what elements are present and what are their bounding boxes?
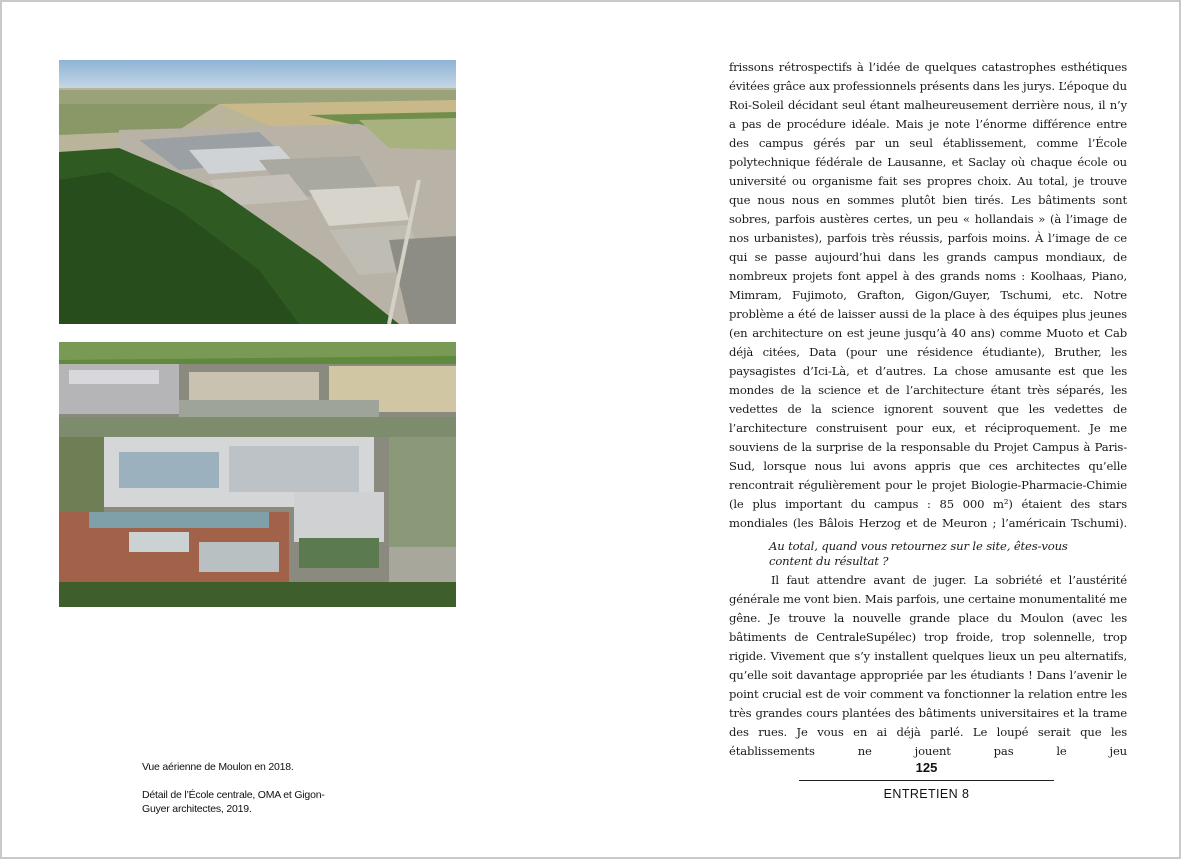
body-text bbox=[729, 58, 1127, 761]
aerial-photo-ecole-centrale bbox=[59, 342, 456, 607]
caption-2: Détail de l’École centrale, OMA et Gigon-Guyer architectes, 2019. bbox=[142, 789, 325, 815]
page-folio bbox=[799, 759, 1054, 802]
aerial-photo-moulon-2018 bbox=[59, 60, 456, 324]
photo-captions bbox=[142, 760, 332, 830]
section-title: ENTRETIEN 8 bbox=[883, 787, 970, 801]
aerial-photo-illustration bbox=[59, 342, 456, 607]
aerial-photo-illustration bbox=[59, 60, 456, 324]
caption-1: Vue aérienne de Moulon en 2018. bbox=[142, 761, 294, 773]
interview-question: Au total, quand vous retournez sur le site, êtes-vous content du résultat ? bbox=[769, 539, 1068, 568]
page-number: 125 bbox=[915, 760, 938, 775]
divider bbox=[799, 780, 1054, 781]
paragraph: frissons rétrospectifs à l’idée de quelques catastrophes esthétiques évitées grâce aux professionnels présents dans les jurys. L’époque du Roi-Soleil décidant seul étant malheureusement derrière nous, il n’y a pas de procédure idéale. Mais je note l’énorme différence entre des campus gérés par un seul établissement, comme l’École polytechnique fédérale de Lausanne, et Saclay où chaque école ou université ou organisme fait ses propres choix. Au total, je trouve que nous nous en sommes plutôt bien tirés. Les bâtiments sont sobres, parfois austères certes, un peu « hollandais » (à l’image de nos urbanistes), parfois très réussis, parfois moins. À l’image de ce qui se passe aujourd’hui dans les grands campus mondiaux, de nombreux projets font appel à des grands noms : Koolhaas, Piano, Mimram, Fujimoto, Grafton, Gigon/Guyer, Tschumi, etc. Notre problème a été de laisser aussi de la place à des équipes plus jeunes (en architecture on est jeune jusqu’à 40 ans) comme Muoto et Cab déjà citées, Data (pour une résidence étudiante), Bruther, les paysagistes d’Ici-Là, et d’autres. La chose amusante est que les mondes de la science et de l’architecture étant très séparés, les vedettes de la science ignorent souvent que les vedettes de l’architecture construisent pour eux, et réciproquement. Je me souviens de la surprise de la responsable du Projet Campus à Paris-Sud, lorsque nous lui avons appris que ces architectes qu’elle rencontrait régulièrement pour le projet Biologie-Pharmacie-Chimie (le plus important du campus : 85 000 m²) étaient des stars mondiales (les Bâlois Herzog et de Meuron ; l’américain Tschumi). bbox=[729, 60, 1127, 530]
paragraph: Il faut attendre avant de juger. La sobriété et l’austérité générale me vont bien. Mais parfois, une certaine monumentalité me gêne. Je trouve la nouvelle grande place du Moulon (avec les bâtiments de CentraleSupélec) trop froide, trop solennelle, trop rigide. Vivement que s’y installent quelques lieux un peu alternatifs, qu’elle soit davantage appropriée par les étudiants ! Dans l’avenir le point crucial est de voir comment va fonctionner la relation entre les très grandes cours plantées des bâtiments universitaires et la trame des rues. Je vous en ai déjà parlé. Le loupé serait que les établissements ne jouent pas le jeu bbox=[729, 573, 1127, 758]
